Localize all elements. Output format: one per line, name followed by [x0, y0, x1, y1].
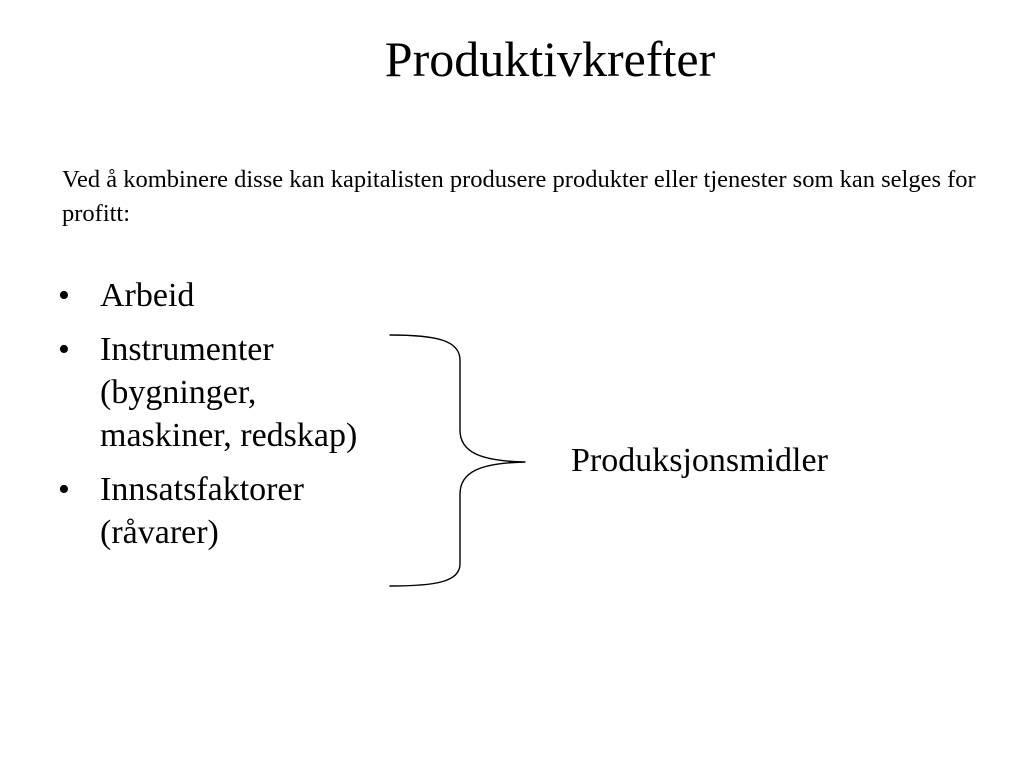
bullet-text: Innsatsfaktorer (råvarer)	[100, 471, 304, 551]
bullet-marker: •	[58, 471, 70, 508]
bullet-item-arbeid	[58, 274, 358, 317]
right-curly-brace-icon	[385, 330, 535, 592]
bullet-item-innsatsfaktorer	[58, 468, 358, 554]
bullet-item-instrumenter	[58, 328, 358, 457]
bullet-list	[58, 274, 358, 565]
brace-label: Produksjonsmidler	[571, 442, 828, 479]
intro-text: Ved å kombinere disse kan kapitalisten produsere produkter eller tjenester som kan selges for profitt:	[62, 166, 976, 227]
bullet-marker: •	[58, 331, 70, 368]
bullet-text: Instrumenter (bygninger, maskiner, redskap)	[100, 331, 358, 454]
bullet-marker: •	[58, 277, 70, 314]
slide-title: Produktivkrefter	[384, 31, 716, 87]
bullet-text: Arbeid	[100, 277, 195, 314]
